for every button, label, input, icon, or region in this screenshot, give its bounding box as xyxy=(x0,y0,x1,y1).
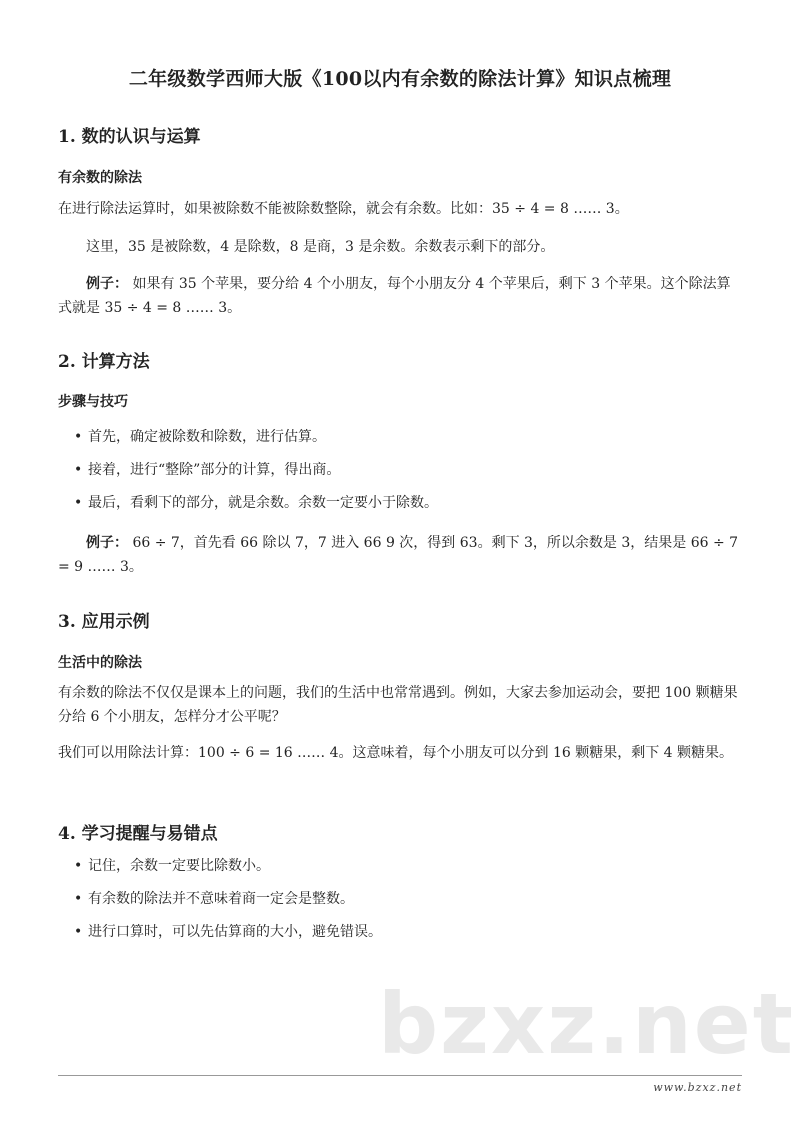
section-3-subheading: 生活中的除法 xyxy=(58,655,142,671)
list-item: • 接着，进行“整除”部分的计算，得出商。 xyxy=(74,459,734,492)
section-3-paragraph-1: 有余数的除法不仅仅是课本上的问题，我们的生活中也常常遇到。例如，大家去参加运动会，要把 100 颗糖果分给 6 个小朋友，怎样分才公平呢？ xyxy=(58,685,738,725)
section-2-subheading: 步骤与技巧 xyxy=(58,394,128,410)
watermark: bzxz.net xyxy=(378,975,795,1073)
section-1-subheading: 有余数的除法 xyxy=(58,170,142,186)
bullet-icon: • xyxy=(74,429,83,445)
list-item: • 最后，看剩下的部分，就是余数。余数一定要小于除数。 xyxy=(74,492,734,525)
list-item: • 记住，余数一定要比除数小。 xyxy=(74,855,734,888)
example-label: 例子： xyxy=(86,535,128,551)
section-1-example xyxy=(58,272,742,320)
bullet-icon: • xyxy=(74,462,83,478)
bullet-icon: • xyxy=(74,495,83,511)
section-1-paragraph-1: 在进行除法运算时，如果被除数不能被除数整除，就会有余数。比如：35 ÷ 4 = 8 …… 3。 xyxy=(58,201,629,217)
page-title: 二年级数学西师大版《100以内有余数的除法计算》知识点梳理 xyxy=(128,68,672,90)
bullet-icon: • xyxy=(74,858,83,874)
section-3-heading: 3. 应用示例 xyxy=(58,612,150,632)
list-item: • 有余数的除法并不意味着商一定会是整数。 xyxy=(74,888,734,921)
bullet-icon: • xyxy=(74,924,83,940)
section-2-heading: 2. 计算方法 xyxy=(58,352,150,372)
list-item: • 首先，确定被除数和除数，进行估算。 xyxy=(74,426,734,459)
footer-url: www.bzxz.net xyxy=(653,1081,742,1094)
section-4-heading: 4. 学习提醒与易错点 xyxy=(58,824,218,844)
example-label: 例子： xyxy=(86,276,128,292)
footer-divider xyxy=(58,1075,742,1076)
section-2-bullet-list xyxy=(74,426,734,525)
bullet-icon: • xyxy=(74,891,83,907)
section-3-paragraph-2: 我们可以用除法计算：100 ÷ 6 = 16 …… 4。这意味着，每个小朋友可以分到 16 颗糖果，剩下 4 颗糖果。 xyxy=(58,745,734,761)
example-text: 如果有 35 个苹果，要分给 4 个小朋友，每个小朋友分 4 个苹果后，剩下 3 个苹果。这个除法算式就是 35 ÷ 4 = 8 …… 3。 xyxy=(58,276,731,316)
document-page xyxy=(58,0,742,1130)
example-text: 66 ÷ 7，首先看 66 除以 7，7 进入 66 9 次，得到 63。剩下 3，所以余数是 3，结果是 66 ÷ 7 = 9 …… 3。 xyxy=(58,535,739,575)
section-4-bullet-list xyxy=(74,855,734,954)
section-1-heading: 1. 数的认识与运算 xyxy=(58,127,201,147)
section-1-paragraph-2: 这里，35 是被除数，4 是除数，8 是商，3 是余数。余数表示剩下的部分。 xyxy=(86,239,555,255)
section-2-example xyxy=(58,531,742,579)
list-item: • 进行口算时，可以先估算商的大小，避免错误。 xyxy=(74,921,734,954)
